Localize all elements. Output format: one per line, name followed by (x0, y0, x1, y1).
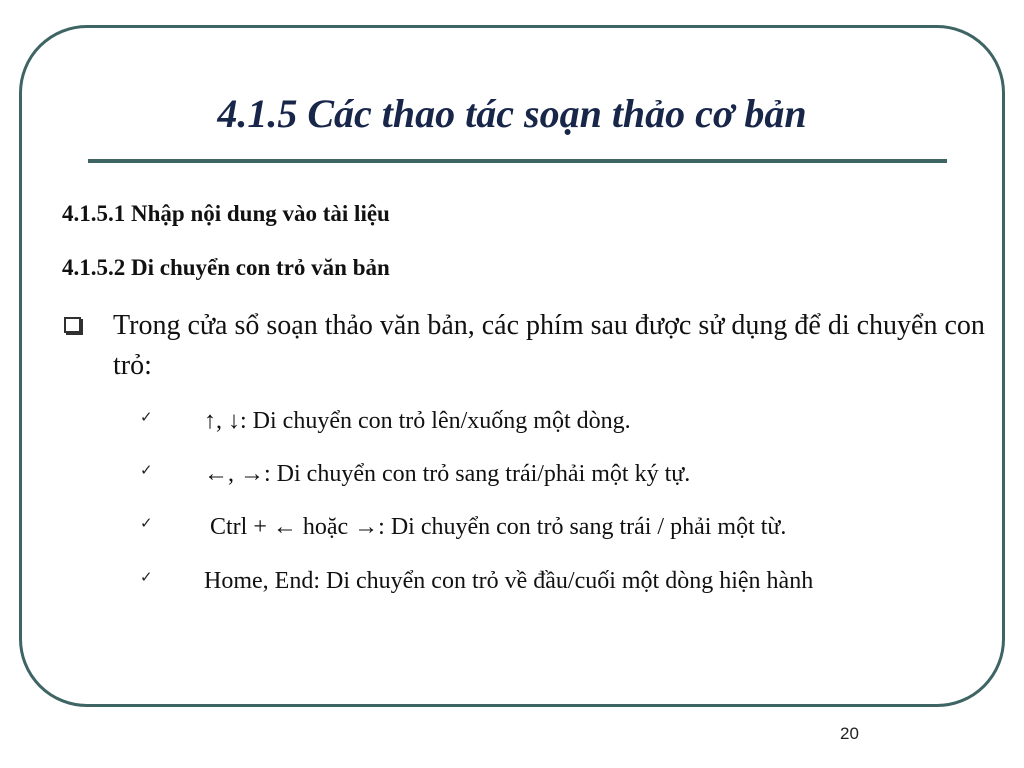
title-underline (88, 159, 947, 163)
check-item-text: Home, End: Di chuyển con trỏ về đầu/cuối một dòng hiện hành (204, 568, 814, 594)
checkmark-icon: ✓ (140, 461, 153, 479)
main-bullet-text: Trong cửa sổ soạn thảo văn bản, các phím sau được sử dụng để di chuyển con trỏ: (113, 310, 985, 381)
checkmark-icon: ✓ (140, 408, 153, 426)
square-bullet-icon (64, 317, 81, 333)
checkmark-icon: ✓ (140, 568, 153, 586)
check-item-text: ←, →: Di chuyển con trỏ sang trái/phải một ký tự. (204, 461, 691, 487)
checkmark-icon: ✓ (140, 514, 153, 532)
slide-title: 4.1.5 Các thao tác soạn thảo cơ bản (217, 91, 807, 136)
subheading-move-cursor: 4.1.5.2 Di chuyển con trỏ văn bản (62, 255, 390, 280)
subheading-input-content: 4.1.5.1 Nhập nội dung vào tài liệu (62, 201, 390, 226)
check-item-text: Ctrl + ← hoặc →: Di chuyển con trỏ sang trái / phải một từ. (204, 514, 787, 540)
page-number: 20 (840, 724, 859, 743)
check-item-text: ↑, ↓: Di chuyển con trỏ lên/xuống một dòng. (204, 408, 631, 434)
